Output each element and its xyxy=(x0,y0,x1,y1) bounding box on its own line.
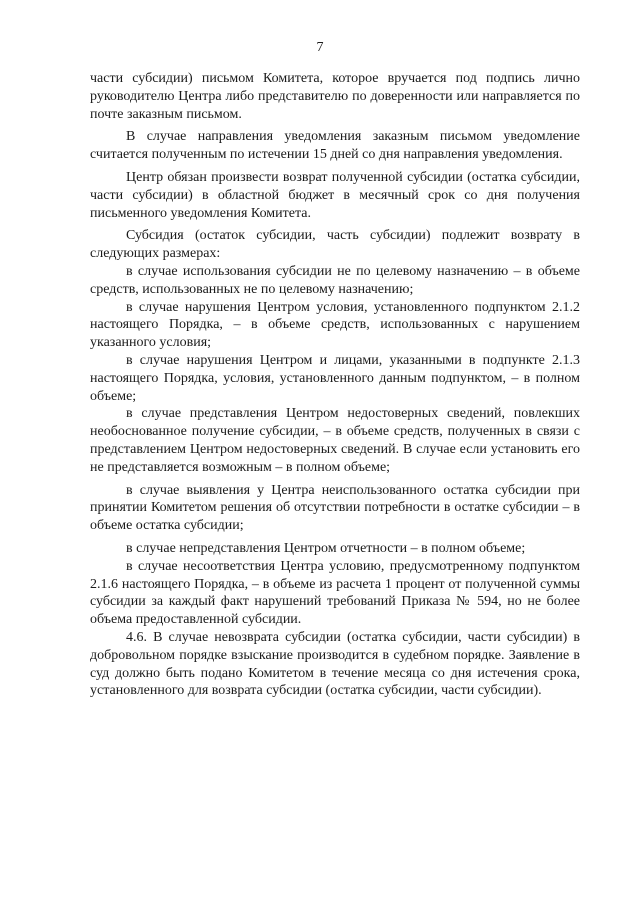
paragraph-4-6-court-recovery: 4.6. В случае невозврата субсидии (остатка субсидии, части субсидии) в добровольном порядке взыскание производится в судебном порядке. Заявление в суд должно быть подано Комитетом в течение месяца со дня истечения срока, установленного для возврата субсидии (остатка субсидии, части субсидии). xyxy=(90,629,580,699)
document-body xyxy=(90,70,580,700)
paragraph-return-obligation: Центр обязан произвести возврат полученной субсидии (остатка субсидии, части субсидии) в областной бюджет в месячный срок со дня получения письменного уведомления Комитета. xyxy=(90,169,580,221)
list-item-violation-2-1-3: в случае нарушения Центром и лицами, указанными в подпункте 2.1.3 настоящего Порядка, условия, установленного данным подпунктом, – в полном объеме; xyxy=(90,352,580,404)
paragraph-registered-mail-notice: В случае направления уведомления заказным письмом уведомление считается полученным по истечении 15 дней со дня направления уведомления. xyxy=(90,129,580,163)
list-item-unused-balance: в случае выявления у Центра неиспользованного остатка субсидии при принятии Комитетом решения об отсутствии потребности в остатке субсидии – в объеме остатка субсидии; xyxy=(90,482,580,534)
list-item-missing-reporting: в случае непредставления Центром отчетности – в полном объеме; xyxy=(126,540,526,556)
list-item-violation-2-1-2: в случае нарушения Центром условия, установленного подпунктом 2.1.2 настоящего Порядка, – в объеме средств, использованных с нарушением указанного условия; xyxy=(90,299,580,351)
paragraph-return-notice-delivery: части субсидии) письмом Комитета, которое вручается под подпись лично руководителю Центра либо представителю по доверенности или направляется по почте заказным письмом. xyxy=(90,71,580,122)
list-item-misuse: в случае использования субсидии не по целевому назначению – в объеме средств, использованных не по целевому назначению; xyxy=(90,263,580,297)
list-item-violation-2-1-6: в случае несоответствия Центра условию, предусмотренному подпунктом 2.1.6 настоящего Порядка, – в объеме из расчета 1 процент от полученной суммы субсидии за каждый факт нарушений требований Приказа № 594, но не более объема предоставленной субсидии. xyxy=(90,558,580,628)
list-item-false-information: в случае представления Центром недостоверных сведений, повлекших необоснованное получение субсидии, – в объеме средств, полученных в связи с представлением Центром недостоверных сведений. В случае если установить его не представляется возможным – в полном объеме; xyxy=(90,406,580,475)
page-number: 7 xyxy=(316,40,324,55)
paragraph-return-amounts-intro: Субсидия (остаток субсидии, часть субсидии) подлежит возврату в следующих размерах: xyxy=(90,228,580,262)
